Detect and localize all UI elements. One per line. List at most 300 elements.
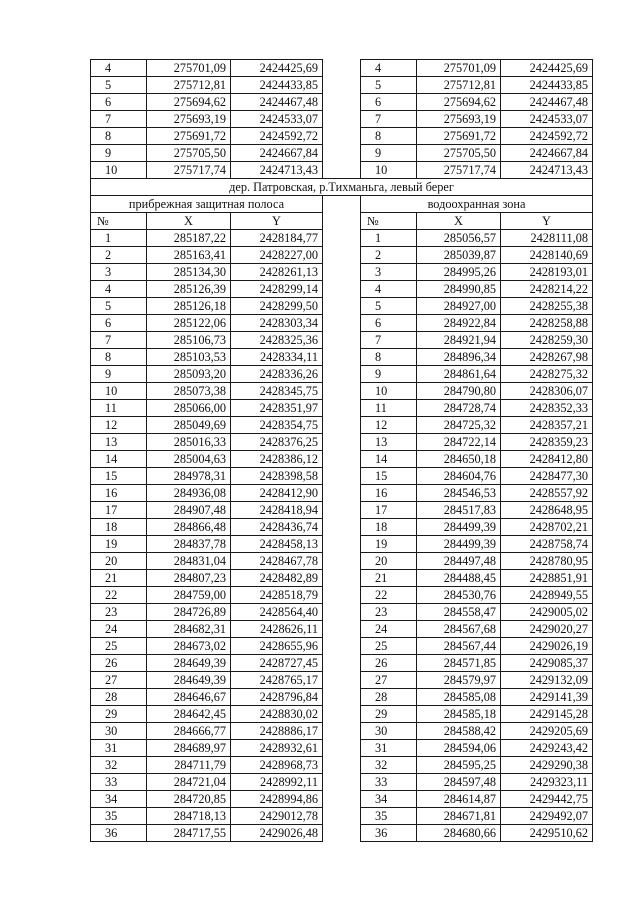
left-coord-x: 284682,31 bbox=[147, 621, 231, 638]
column-gap bbox=[323, 706, 361, 723]
table-row bbox=[91, 111, 593, 128]
column-gap bbox=[323, 825, 361, 842]
right-point-number: 34 bbox=[361, 791, 417, 808]
table-row bbox=[91, 298, 593, 315]
right-point-number: 2 bbox=[361, 247, 417, 264]
left-coord-x: 284936,08 bbox=[147, 485, 231, 502]
right-coord-x: 284579,97 bbox=[417, 672, 501, 689]
right-coord-x: 284567,68 bbox=[417, 621, 501, 638]
left-point-number: 1 bbox=[91, 230, 147, 247]
right-coord-x: 285039,87 bbox=[417, 247, 501, 264]
left-coord-y: 2428994,86 bbox=[231, 791, 323, 808]
right-coord-x: 284497,48 bbox=[417, 553, 501, 570]
left-coord-y: 2428968,73 bbox=[231, 757, 323, 774]
right-coord-y: 2424592,72 bbox=[501, 128, 593, 145]
left-coord-y: 2428354,75 bbox=[231, 417, 323, 434]
left-coord-y: 2428261,13 bbox=[231, 264, 323, 281]
left-point-number: 4 bbox=[91, 281, 147, 298]
right-coord-y: 2428352,33 bbox=[501, 400, 593, 417]
right-coord-y: 2424425,69 bbox=[501, 60, 593, 77]
left-coord-y: 2429012,78 bbox=[231, 808, 323, 825]
left-coord-x: 285126,39 bbox=[147, 281, 231, 298]
left-coord-x: 284649,39 bbox=[147, 672, 231, 689]
right-coord-y: 2428412,80 bbox=[501, 451, 593, 468]
left-coord-y: 2424533,07 bbox=[231, 111, 323, 128]
table-row bbox=[91, 672, 593, 689]
left-coord-y: 2428727,45 bbox=[231, 655, 323, 672]
left-coord-y: 2424425,69 bbox=[231, 60, 323, 77]
right-coord-x: 284488,45 bbox=[417, 570, 501, 587]
left-coord-y: 2428482,89 bbox=[231, 570, 323, 587]
section2-rows bbox=[91, 230, 593, 842]
table-row bbox=[91, 128, 593, 145]
table-row bbox=[91, 621, 593, 638]
right-coord-y: 2429442,75 bbox=[501, 791, 593, 808]
right-coord-y: 2424467,48 bbox=[501, 94, 593, 111]
column-gap bbox=[323, 128, 361, 145]
left-point-number: 14 bbox=[91, 451, 147, 468]
right-coord-x: 284922,84 bbox=[417, 315, 501, 332]
right-point-number: 8 bbox=[361, 128, 417, 145]
table-row bbox=[91, 60, 593, 77]
right-coord-y: 2428949,55 bbox=[501, 587, 593, 604]
left-coord-x: 284837,78 bbox=[147, 536, 231, 553]
table-row bbox=[91, 247, 593, 264]
column-gap bbox=[323, 94, 361, 111]
table-row bbox=[91, 604, 593, 621]
left-coord-y: 2428386,12 bbox=[231, 451, 323, 468]
left-point-number: 18 bbox=[91, 519, 147, 536]
right-coord-x: 284995,26 bbox=[417, 264, 501, 281]
right-coord-x: 275717,74 bbox=[417, 162, 501, 179]
right-point-number: 14 bbox=[361, 451, 417, 468]
right-coord-y: 2428214,22 bbox=[501, 281, 593, 298]
left-coord-y: 2428345,75 bbox=[231, 383, 323, 400]
table-row bbox=[91, 468, 593, 485]
column-gap bbox=[323, 587, 361, 604]
table-row bbox=[91, 570, 593, 587]
left-coord-y: 2428418,94 bbox=[231, 502, 323, 519]
right-point-number: 1 bbox=[361, 230, 417, 247]
column-gap bbox=[323, 213, 361, 230]
left-coord-x: 284649,39 bbox=[147, 655, 231, 672]
column-gap bbox=[323, 536, 361, 553]
right-coord-x: 284595,25 bbox=[417, 757, 501, 774]
column-gap bbox=[323, 417, 361, 434]
right-coord-y: 2429145,28 bbox=[501, 706, 593, 723]
column-gap bbox=[323, 689, 361, 706]
left-point-number: 16 bbox=[91, 485, 147, 502]
left-coord-x: 285073,38 bbox=[147, 383, 231, 400]
column-gap bbox=[323, 604, 361, 621]
right-coord-x: 284921,94 bbox=[417, 332, 501, 349]
right-point-number: 15 bbox=[361, 468, 417, 485]
column-gap bbox=[323, 672, 361, 689]
right-coord-x: 275705,50 bbox=[417, 145, 501, 162]
left-point-number: 8 bbox=[91, 128, 147, 145]
section-title: дер. Патровская, р.Тихманьга, левый берег bbox=[91, 179, 593, 196]
right-coord-x: 284594,06 bbox=[417, 740, 501, 757]
column-gap bbox=[323, 366, 361, 383]
right-point-number: 5 bbox=[361, 77, 417, 94]
right-coord-y: 2428267,98 bbox=[501, 349, 593, 366]
left-point-number: 9 bbox=[91, 145, 147, 162]
left-coord-x: 275693,19 bbox=[147, 111, 231, 128]
table-row bbox=[91, 230, 593, 247]
table-row bbox=[91, 366, 593, 383]
left-coord-y: 2428932,61 bbox=[231, 740, 323, 757]
left-coord-y: 2428765,17 bbox=[231, 672, 323, 689]
column-gap bbox=[323, 791, 361, 808]
left-point-number: 23 bbox=[91, 604, 147, 621]
table-row bbox=[91, 264, 593, 281]
right-coord-y: 2424667,84 bbox=[501, 145, 593, 162]
right-point-number: 9 bbox=[361, 366, 417, 383]
right-point-number: 16 bbox=[361, 485, 417, 502]
table-row bbox=[91, 349, 593, 366]
table-row bbox=[91, 383, 593, 400]
left-coord-x: 284646,67 bbox=[147, 689, 231, 706]
table-row bbox=[91, 485, 593, 502]
right-coord-y: 2429005,02 bbox=[501, 604, 593, 621]
left-coord-x: 275717,74 bbox=[147, 162, 231, 179]
left-coord-y: 2428655,96 bbox=[231, 638, 323, 655]
right-point-number: 32 bbox=[361, 757, 417, 774]
right-point-number: 28 bbox=[361, 689, 417, 706]
left-coord-x: 275701,09 bbox=[147, 60, 231, 77]
left-coord-y: 2424467,48 bbox=[231, 94, 323, 111]
column-gap bbox=[323, 808, 361, 825]
right-point-number: 10 bbox=[361, 162, 417, 179]
right-point-number: 7 bbox=[361, 332, 417, 349]
table-row bbox=[91, 332, 593, 349]
left-coord-x: 284717,55 bbox=[147, 825, 231, 842]
right-point-number: 30 bbox=[361, 723, 417, 740]
left-point-number: 31 bbox=[91, 740, 147, 757]
left-point-number: 25 bbox=[91, 638, 147, 655]
left-coord-y: 2428299,14 bbox=[231, 281, 323, 298]
left-point-number: 10 bbox=[91, 383, 147, 400]
left-point-number: 8 bbox=[91, 349, 147, 366]
left-point-number: 12 bbox=[91, 417, 147, 434]
left-point-number: 10 bbox=[91, 162, 147, 179]
left-point-number: 3 bbox=[91, 264, 147, 281]
right-coord-y: 2428140,69 bbox=[501, 247, 593, 264]
right-point-number: 29 bbox=[361, 706, 417, 723]
left-coord-y: 2428992,11 bbox=[231, 774, 323, 791]
left-coord-x: 284866,48 bbox=[147, 519, 231, 536]
right-point-number: 23 bbox=[361, 604, 417, 621]
right-point-number: 21 bbox=[361, 570, 417, 587]
left-coord-y: 2428458,13 bbox=[231, 536, 323, 553]
right-coord-y: 2429132,09 bbox=[501, 672, 593, 689]
left-coord-y: 2429026,48 bbox=[231, 825, 323, 842]
right-coord-y: 2428193,01 bbox=[501, 264, 593, 281]
left-coord-y: 2428796,84 bbox=[231, 689, 323, 706]
table-row bbox=[91, 791, 593, 808]
right-point-number: 18 bbox=[361, 519, 417, 536]
left-point-number: 26 bbox=[91, 655, 147, 672]
left-coord-y: 2428626,11 bbox=[231, 621, 323, 638]
column-gap bbox=[323, 281, 361, 298]
right-coord-x: 284990,85 bbox=[417, 281, 501, 298]
table-row bbox=[91, 774, 593, 791]
column-gap bbox=[323, 621, 361, 638]
left-coord-y: 2428336,26 bbox=[231, 366, 323, 383]
left-point-number: 30 bbox=[91, 723, 147, 740]
column-gap bbox=[323, 77, 361, 94]
right-coord-x: 284517,83 bbox=[417, 502, 501, 519]
column-gap bbox=[323, 570, 361, 587]
column-gap bbox=[323, 196, 361, 213]
right-coord-y: 2428648,95 bbox=[501, 502, 593, 519]
left-coord-x: 284907,48 bbox=[147, 502, 231, 519]
left-coord-x: 285093,20 bbox=[147, 366, 231, 383]
right-coord-x: 275691,72 bbox=[417, 128, 501, 145]
right-coord-y: 2428111,08 bbox=[501, 230, 593, 247]
section2-header bbox=[91, 179, 593, 230]
left-coord-y: 2428184,77 bbox=[231, 230, 323, 247]
left-coord-x: 284666,77 bbox=[147, 723, 231, 740]
table-row bbox=[91, 655, 593, 672]
right-coord-y: 2429205,69 bbox=[501, 723, 593, 740]
left-coord-x: 284673,02 bbox=[147, 638, 231, 655]
column-gap bbox=[323, 774, 361, 791]
right-coord-y: 2429323,11 bbox=[501, 774, 593, 791]
left-coord-x: 285122,06 bbox=[147, 315, 231, 332]
left-coord-x: 284720,85 bbox=[147, 791, 231, 808]
right-coord-y: 2428557,92 bbox=[501, 485, 593, 502]
right-coord-y: 2428758,74 bbox=[501, 536, 593, 553]
table-row bbox=[91, 315, 593, 332]
right-coord-y: 2428255,38 bbox=[501, 298, 593, 315]
left-point-number: 21 bbox=[91, 570, 147, 587]
right-coord-y: 2429510,62 bbox=[501, 825, 593, 842]
right-col-x-header: X bbox=[417, 213, 501, 230]
column-gap bbox=[323, 247, 361, 264]
table-row bbox=[91, 400, 593, 417]
left-coord-y: 2428564,40 bbox=[231, 604, 323, 621]
left-coord-x: 285049,69 bbox=[147, 417, 231, 434]
table-row bbox=[91, 553, 593, 570]
right-coord-x: 284546,53 bbox=[417, 485, 501, 502]
table-row bbox=[91, 706, 593, 723]
right-coord-y: 2428258,88 bbox=[501, 315, 593, 332]
left-coord-x: 285066,00 bbox=[147, 400, 231, 417]
right-coord-y: 2424433,85 bbox=[501, 77, 593, 94]
right-point-number: 33 bbox=[361, 774, 417, 791]
left-coord-x: 285163,41 bbox=[147, 247, 231, 264]
right-point-number: 20 bbox=[361, 553, 417, 570]
left-coord-x: 284718,13 bbox=[147, 808, 231, 825]
column-gap bbox=[323, 264, 361, 281]
left-point-number: 33 bbox=[91, 774, 147, 791]
left-point-number: 17 bbox=[91, 502, 147, 519]
left-coord-y: 2428351,97 bbox=[231, 400, 323, 417]
left-coord-y: 2428227,00 bbox=[231, 247, 323, 264]
left-point-number: 20 bbox=[91, 553, 147, 570]
right-coord-y: 2429026,19 bbox=[501, 638, 593, 655]
left-point-number: 27 bbox=[91, 672, 147, 689]
right-coord-x: 284567,44 bbox=[417, 638, 501, 655]
right-coord-y: 2429085,37 bbox=[501, 655, 593, 672]
right-point-number: 10 bbox=[361, 383, 417, 400]
right-coord-x: 285056,57 bbox=[417, 230, 501, 247]
right-coord-x: 284614,87 bbox=[417, 791, 501, 808]
right-point-number: 8 bbox=[361, 349, 417, 366]
right-coord-y: 2424533,07 bbox=[501, 111, 593, 128]
right-coord-y: 2429141,39 bbox=[501, 689, 593, 706]
coordinates-table bbox=[90, 59, 593, 842]
left-coord-y: 2428518,79 bbox=[231, 587, 323, 604]
right-coord-y: 2429492,07 bbox=[501, 808, 593, 825]
left-point-number: 29 bbox=[91, 706, 147, 723]
left-coord-y: 2424592,72 bbox=[231, 128, 323, 145]
right-coord-x: 284650,18 bbox=[417, 451, 501, 468]
right-coord-x: 275712,81 bbox=[417, 77, 501, 94]
right-point-number: 36 bbox=[361, 825, 417, 842]
table-row bbox=[91, 417, 593, 434]
table-row bbox=[91, 451, 593, 468]
table-row bbox=[91, 77, 593, 94]
column-gap bbox=[323, 349, 361, 366]
right-coord-y: 2429243,42 bbox=[501, 740, 593, 757]
left-col-number-header: № bbox=[91, 213, 147, 230]
column-gap bbox=[323, 553, 361, 570]
column-gap bbox=[323, 638, 361, 655]
column-gap bbox=[323, 451, 361, 468]
left-coord-x: 285134,30 bbox=[147, 264, 231, 281]
table-row bbox=[91, 689, 593, 706]
left-coord-x: 285016,33 bbox=[147, 434, 231, 451]
table-row bbox=[91, 519, 593, 536]
left-coord-y: 2428398,58 bbox=[231, 468, 323, 485]
table-row bbox=[91, 638, 593, 655]
left-point-number: 7 bbox=[91, 111, 147, 128]
table-row bbox=[91, 757, 593, 774]
right-point-number: 26 bbox=[361, 655, 417, 672]
right-coord-y: 2428306,07 bbox=[501, 383, 593, 400]
right-coord-x: 284597,48 bbox=[417, 774, 501, 791]
right-point-number: 35 bbox=[361, 808, 417, 825]
left-coord-x: 285004,63 bbox=[147, 451, 231, 468]
column-gap bbox=[323, 145, 361, 162]
right-coord-x: 284927,00 bbox=[417, 298, 501, 315]
right-coord-x: 284585,08 bbox=[417, 689, 501, 706]
right-coord-x: 284671,81 bbox=[417, 808, 501, 825]
table-row bbox=[91, 723, 593, 740]
left-coord-y: 2428299,50 bbox=[231, 298, 323, 315]
right-coord-y: 2428851,91 bbox=[501, 570, 593, 587]
left-coord-y: 2428412,90 bbox=[231, 485, 323, 502]
left-coord-x: 284721,04 bbox=[147, 774, 231, 791]
left-coord-y: 2424713,43 bbox=[231, 162, 323, 179]
right-coord-x: 284728,74 bbox=[417, 400, 501, 417]
left-coord-y: 2428325,36 bbox=[231, 332, 323, 349]
right-coord-y: 2429290,38 bbox=[501, 757, 593, 774]
table-row bbox=[91, 825, 593, 842]
right-point-number: 6 bbox=[361, 315, 417, 332]
column-gap bbox=[323, 519, 361, 536]
left-coord-x: 284726,89 bbox=[147, 604, 231, 621]
left-coord-x: 284759,00 bbox=[147, 587, 231, 604]
left-coord-y: 2424433,85 bbox=[231, 77, 323, 94]
table-row bbox=[91, 162, 593, 179]
left-coord-x: 284642,45 bbox=[147, 706, 231, 723]
right-point-number: 6 bbox=[361, 94, 417, 111]
right-point-number: 27 bbox=[361, 672, 417, 689]
right-coord-x: 284861,64 bbox=[417, 366, 501, 383]
left-point-number: 6 bbox=[91, 315, 147, 332]
table-row bbox=[91, 808, 593, 825]
column-gap bbox=[323, 434, 361, 451]
left-point-number: 11 bbox=[91, 400, 147, 417]
left-coord-y: 2428886,17 bbox=[231, 723, 323, 740]
left-point-number: 2 bbox=[91, 247, 147, 264]
table-row bbox=[91, 536, 593, 553]
right-coord-x: 275701,09 bbox=[417, 60, 501, 77]
left-coord-y: 2428303,34 bbox=[231, 315, 323, 332]
column-gap bbox=[323, 468, 361, 485]
left-point-number: 34 bbox=[91, 791, 147, 808]
left-coord-x: 275694,62 bbox=[147, 94, 231, 111]
right-coord-x: 284558,47 bbox=[417, 604, 501, 621]
left-coord-y: 2428334,11 bbox=[231, 349, 323, 366]
right-point-number: 3 bbox=[361, 264, 417, 281]
column-gap bbox=[323, 298, 361, 315]
right-coord-y: 2428702,21 bbox=[501, 519, 593, 536]
left-point-number: 32 bbox=[91, 757, 147, 774]
right-point-number: 4 bbox=[361, 281, 417, 298]
right-coord-x: 284585,18 bbox=[417, 706, 501, 723]
left-point-number: 13 bbox=[91, 434, 147, 451]
right-coord-x: 284499,39 bbox=[417, 536, 501, 553]
right-point-number: 31 bbox=[361, 740, 417, 757]
table-row bbox=[91, 587, 593, 604]
right-coord-y: 2429020,27 bbox=[501, 621, 593, 638]
right-point-number: 9 bbox=[361, 145, 417, 162]
right-col-number-header: № bbox=[361, 213, 417, 230]
table-row bbox=[91, 502, 593, 519]
right-point-number: 25 bbox=[361, 638, 417, 655]
left-coord-y: 2428376,25 bbox=[231, 434, 323, 451]
left-point-number: 6 bbox=[91, 94, 147, 111]
right-coord-x: 275694,62 bbox=[417, 94, 501, 111]
left-point-number: 15 bbox=[91, 468, 147, 485]
left-coord-x: 285103,53 bbox=[147, 349, 231, 366]
column-gap bbox=[323, 723, 361, 740]
right-coord-x: 284722,14 bbox=[417, 434, 501, 451]
right-coord-x: 284680,66 bbox=[417, 825, 501, 842]
table-row bbox=[91, 281, 593, 298]
right-point-number: 19 bbox=[361, 536, 417, 553]
right-coord-x: 284588,42 bbox=[417, 723, 501, 740]
right-point-number: 5 bbox=[361, 298, 417, 315]
left-coord-x: 284807,23 bbox=[147, 570, 231, 587]
left-point-number: 7 bbox=[91, 332, 147, 349]
coordinates-document bbox=[90, 59, 592, 842]
left-col-x-header: X bbox=[147, 213, 231, 230]
column-gap bbox=[323, 485, 361, 502]
right-point-number: 7 bbox=[361, 111, 417, 128]
left-coord-x: 285187,22 bbox=[147, 230, 231, 247]
column-gap bbox=[323, 400, 361, 417]
table-row bbox=[91, 94, 593, 111]
right-point-number: 17 bbox=[361, 502, 417, 519]
right-coord-x: 284896,34 bbox=[417, 349, 501, 366]
left-point-number: 28 bbox=[91, 689, 147, 706]
left-coord-y: 2424667,84 bbox=[231, 145, 323, 162]
